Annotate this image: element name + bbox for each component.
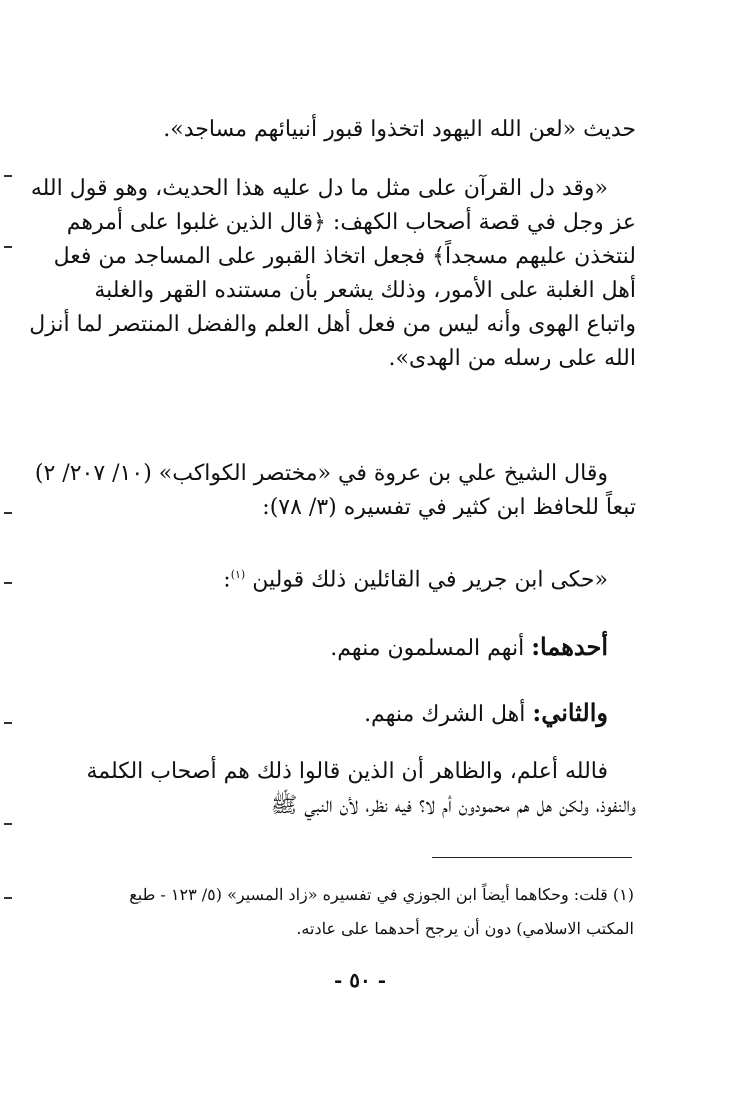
margin-mark <box>4 722 12 724</box>
paragraph-conclusion <box>70 755 636 823</box>
text-line: لنتخذن عليهم مسجداً﴾ فجعل اتخاذ القبور على المساجد من فعل <box>53 244 636 269</box>
margin-mark <box>4 582 12 584</box>
footnote-line: (١) قلت: وحكاهما أيضاً ابن الجوزي في تفسيره «زاد المسير» (٥/ ١٢٣ - طبع <box>129 885 634 904</box>
ibn-jarir-text: «حكى ابن جرير في القائلين ذلك قولين <box>252 567 608 593</box>
margin-mark <box>4 897 12 899</box>
paragraph-hadith-line <box>70 113 636 147</box>
text-line <box>70 558 636 597</box>
margin-mark <box>4 175 12 177</box>
paragraph-quran-evidence <box>29 172 636 376</box>
paragraph-first-opinion <box>70 630 636 666</box>
second-opinion-term: والثاني: <box>532 698 608 727</box>
paragraph-second-opinion <box>70 696 636 732</box>
margin-mark <box>4 512 12 514</box>
footnote <box>78 878 634 946</box>
text-line: وقال الشيخ علي بن عروة في «مختصر الكواكب» (١٠/ ٢٠٧/ ٢) <box>34 461 608 486</box>
text-line: حديث «لعن الله اليهود اتخذوا قبور أنبيائهم مساجد». <box>163 117 636 142</box>
first-opinion-text: أنهم المسلمون منهم. <box>330 636 532 661</box>
text-line: والنفوذ، ولكن هل هم محمودون أم لا؟ فيه نظر، لأن النبي ﷺ <box>270 793 636 818</box>
text-line: فالله أعلم، والظاهر أن الذين قالوا ذلك هم أصحاب الكلمة <box>86 759 608 784</box>
text-line: الله على رسله من الهدى». <box>388 346 636 371</box>
second-opinion-text: أهل الشرك منهم. <box>364 702 533 727</box>
footnote-divider <box>432 857 632 858</box>
margin-mark <box>4 246 12 248</box>
first-opinion-term: أحدهما: <box>531 632 608 661</box>
text-line <box>70 630 636 666</box>
text-line: أهل الغلبة على الأمور، وذلك يشعر بأن مستنده القهر والغلبة <box>94 278 636 303</box>
margin-mark <box>4 823 12 825</box>
footnote-reference: (١) <box>230 568 246 581</box>
text-line: تبعاً للحافظ ابن كثير في تفسيره (٣/ ٧٨): <box>262 495 636 520</box>
footnote-line: المكتب الاسلامي) دون أن يرجح أحدهما على عادته. <box>296 919 634 938</box>
text-line: واتباع الهوى وأنه ليس من فعل أهل العلم والفضل المنتصر لما أنزل <box>29 312 636 337</box>
text-line: «وقد دل القرآن على مثل ما دل عليه هذا الحديث، وهو قول الله <box>30 176 608 201</box>
paragraph-sheikh-quote <box>34 457 636 525</box>
text-line: عز وجل في قصة أصحاب الكهف: ﴿قال الذين غلبوا على أمرهم <box>66 210 636 235</box>
paragraph-ibn-jarir <box>70 558 636 597</box>
text-line <box>70 696 636 732</box>
page-number: - ٥٠ - <box>333 968 386 992</box>
ibn-jarir-colon: : <box>223 567 231 593</box>
